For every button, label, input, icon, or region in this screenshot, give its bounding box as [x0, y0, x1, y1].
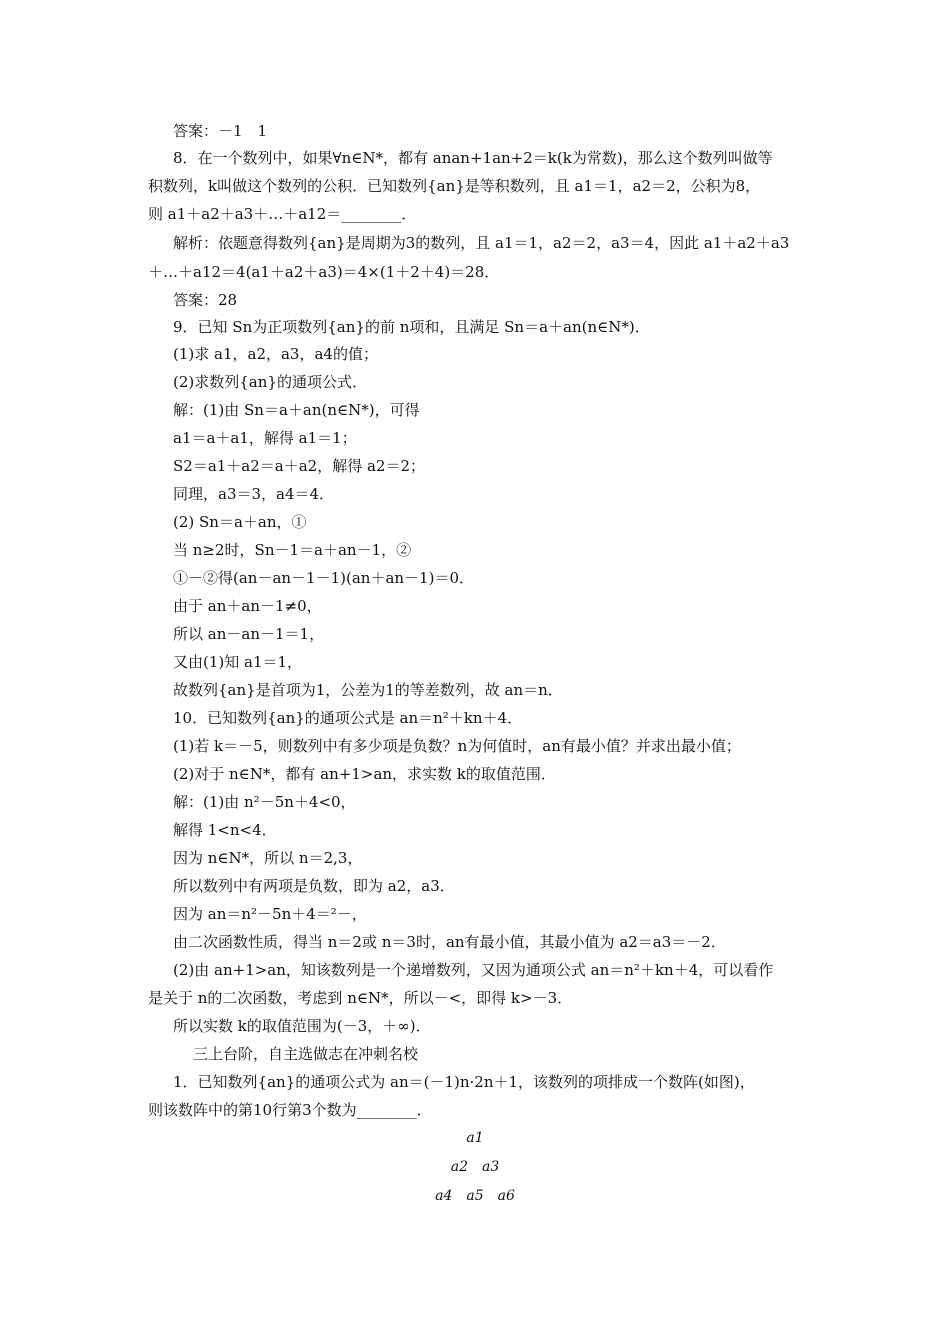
- section-heading: 三上台阶，自主选做志在冲刺名校: [193, 1045, 419, 1063]
- text-line: 解得 1<n<4．: [173, 821, 277, 839]
- text-line: 所以实数 k的取值范围为(－3，＋∞)．: [173, 1017, 431, 1035]
- triangle-row: a4 a5 a6: [435, 1188, 515, 1204]
- text-line: 9．已知 Sn为正项数列{an}的前 n项和，且满足 Sn＝a＋an(n∈N*)．: [173, 318, 650, 336]
- text-line: (1)若 k＝－5，则数列中有多少项是负数？n为何值时，an有最小值？并求出最小值；: [173, 737, 741, 755]
- text-line: 是关于 n的二次函数，考虑到 n∈N*，所以－<，即得 k>－3．: [148, 989, 573, 1007]
- text-line: 因为 n∈N*，所以 n＝2,3，: [173, 849, 363, 867]
- text-line: 所以数列中有两项是负数，即为 a2，a3．: [173, 877, 455, 895]
- text-line: 8．在一个数列中，如果∀n∈N*，都有 anan+1an+2＝k(k为常数)，那么这个数列叫做等: [173, 149, 773, 167]
- text-line: 积数列，k叫做这个数列的公积．已知数列{an}是等积数列，且 a1＝1，a2＝2，公积为8，: [148, 177, 761, 195]
- text-line: 1．已知数列{an}的通项公式为 an＝(－1)n·2n＋1，该数列的项排成一个数阵(如图)，: [173, 1073, 755, 1091]
- text-line: (2)由 an+1>an，知该数列是一个递增数列，又因为通项公式 an＝n²＋kn＋4，可以看作: [173, 961, 774, 979]
- text-line: 因为 an＝n²－5n＋4＝²－，: [173, 905, 367, 923]
- text-line: 由二次函数性质，得当 n＝2或 n＝3时，an有最小值，其最小值为 a2＝a3＝－2．: [173, 933, 726, 951]
- text-line: 又由(1)知 a1＝1，: [173, 653, 303, 671]
- text-line: 答案：－1 1: [173, 122, 268, 140]
- text-line: 则 a1＋a2＋a3＋…＋a12＝________．: [148, 205, 417, 223]
- text-line: ①－②得(an－an－1－1)(an＋an－1)＝0．: [173, 569, 474, 587]
- text-line: 同理，a3＝3，a4＝4．: [173, 485, 335, 503]
- triangle-row: a2 a3: [450, 1159, 500, 1175]
- text-line: ＋…＋a12＝4(a1＋a2＋a3)＝4×(1＋2＋4)＝28．: [148, 263, 500, 281]
- text-line: 则该数阵中的第10行第3个数为________．: [148, 1101, 432, 1119]
- text-line: 10．已知数列{an}的通项公式是 an＝n²＋kn＋4．: [173, 709, 523, 727]
- text-line: (2) Sn＝a＋an，①: [173, 513, 307, 531]
- text-line: 由于 an＋an－1≠0，: [173, 597, 322, 615]
- text-line: (1)求 a1，a2，a3，a4的值；: [173, 345, 378, 363]
- text-line: 故数列{an}是首项为1，公差为1的等差数列，故 an＝n．: [173, 681, 563, 699]
- text-line: 解：(1)由 n²－5n＋4<0，: [173, 793, 356, 811]
- text-line: 解：(1)由 Sn＝a＋an(n∈N*)，可得: [173, 401, 420, 419]
- triangle-row: a1: [466, 1130, 484, 1146]
- text-line: 答案：28: [173, 291, 238, 309]
- text-line: S2＝a1＋a2＝a＋a2，解得 a2＝2；: [173, 457, 426, 475]
- text-line: 所以 an－an－1＝1，: [173, 625, 325, 643]
- text-line: a1＝a＋a1，解得 a1＝1；: [173, 429, 357, 447]
- text-line: (2)求数列{an}的通项公式．: [173, 373, 367, 391]
- text-line: 当 n≥2时，Sn－1＝a＋an－1，②: [173, 541, 412, 559]
- text-line: 解析：依题意得数列{an}是周期为3的数列，且 a1＝1，a2＝2，a3＝4，因此 a1＋a2＋a3: [173, 234, 790, 252]
- text-line: (2)对于 n∈N*，都有 an+1>an，求实数 k的取值范围．: [173, 765, 556, 783]
